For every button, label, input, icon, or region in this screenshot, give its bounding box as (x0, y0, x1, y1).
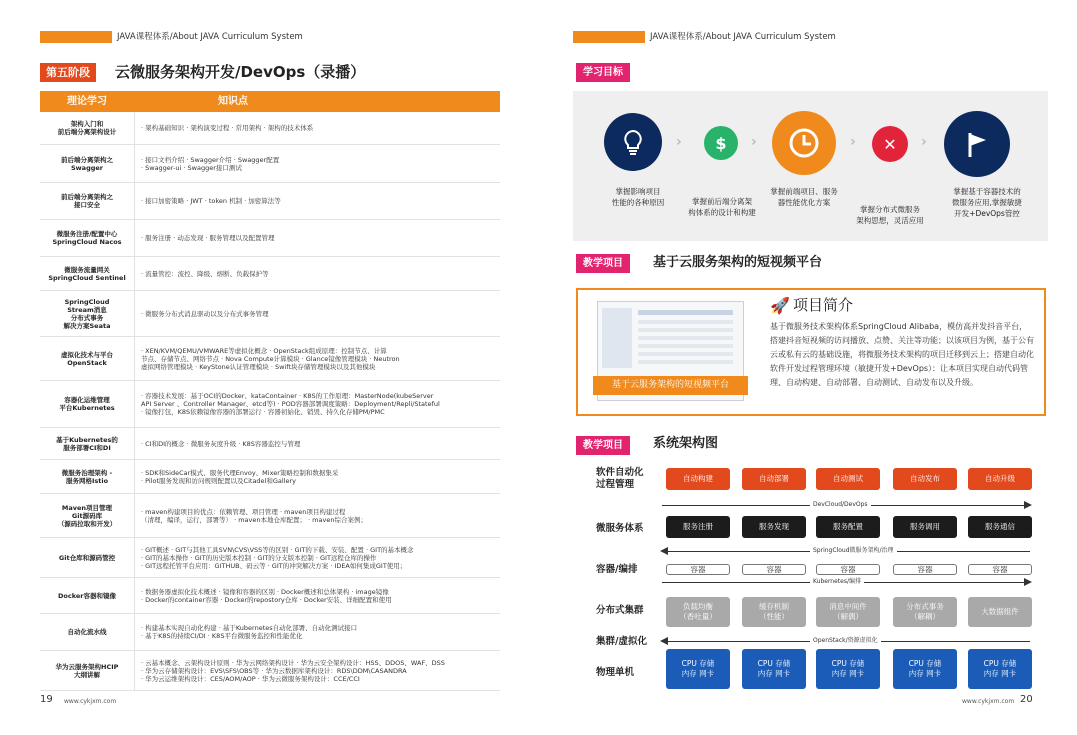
row-topic: 华为云服务架构HCIP 大纲讲解 (55, 662, 119, 679)
row-topic: SpringCloud Stream消息 分布式事务 解决方案Seata (63, 297, 111, 330)
page-number-left: 19 (40, 694, 53, 705)
row-points: · 数据务器虚拟化技术概述 · 镜像和容器的区别 · Docker概述和总体架构 · image镜像 · Docker的container容器 · Docker的repostory仓库 · Docker安装、详细配置和使用 (134, 578, 500, 613)
goal-text-2: 掌握前后端分离架 构体系的设计和构建 (688, 197, 756, 217)
row-points: · 云基本概念、云架构设计原则 · 华为云网络架构设计 · 华为云安全架构设计：HSS、DDOS、WAF、DSS · 华为云存储架构设计：EVS\SFS\OBS等 · 华为云数据库架构设计：RDS\DDM\CASANDRA · 华为云运维架构设计：CES/AOM/AOP · 华为云微服务架构设计：CCE/CCI (134, 651, 500, 690)
table-header-topic: 理论学习 (67, 96, 107, 107)
intro-heading: 项目简介 (793, 296, 854, 314)
row-topic: 前后端分离架构之 Swagger (61, 155, 113, 172)
arrow-left-icon (660, 637, 668, 645)
row-points: · 架构基础知识 · 架构演变过程 · 常用架构 · 架构的技术体系 (134, 112, 500, 144)
microservice-box: 服务通信 (968, 516, 1032, 538)
stage-label: 第五阶段 (40, 63, 96, 82)
row-topic: 自动化流水线 (67, 628, 107, 636)
row-points: · maven构建项目的优点：依赖管理、项目管理 · maven项目构建过程 （清理，编译，运行，部署等） · maven本地仓库配置； · maven综合案例； (134, 494, 500, 537)
physical-box: CPU 存储 内存 网卡 (742, 649, 806, 689)
page-url-left: www.cykjxm.com (64, 698, 117, 705)
cluster-box: 缓存机制 （性能） (742, 597, 806, 627)
row-points: · 流量管控：流控、降级、熔断、负载保护等 (134, 257, 500, 290)
clock-icon (772, 111, 836, 175)
row-points: · 容器技术发展：基于OCI的Docker、kataContainer · K8S的工作原理：MasterNode(kubeServer API Server 、Controller Manager、etcd等) · POD容器部署调度策略：Deployment/Repli/Stateful · 镜像打包，K8S依赖镜像容器的部署运行 · 容器初始化、销毁、持久化存储PM/PMC (134, 381, 500, 427)
row-topic: 容器化运维管理 平台Kubernetes (59, 396, 115, 412)
arch-label: 教学项目 (576, 436, 630, 455)
physical-box: CPU 存储 内存 网卡 (968, 649, 1032, 689)
arrow-label: DevCloud/DevOps (810, 501, 871, 509)
row-points: · XEN/KVM/QEMU/VMWARE等虚拟化概念 · OpenStack组成原理：控制节点、计算 节点、存储节点、网络节点 · Nova Compute计算模块 · Glance镜像管理模块 · Neutron 虚拟网络管理模块 · KeyStone认证管理模块 · Swift块存储管理模块以及其他模块 (134, 337, 500, 380)
automation-box: 自动构建 (666, 468, 730, 490)
physical-box: CPU 存储 内存 网卡 (666, 649, 730, 689)
cluster-box: 消息中间件 （解偶） (816, 597, 880, 627)
row-points: · GIT概述 · GIT与其他工具SVN\CVS\VSS等的区别 · GIT的下载、安装、配置 · GIT的基本概念 · GIT的基本操作 · GIT的历史版本控制 · GIT的分支版本控制 · GIT远程仓库的操作 · GIT远程托管平台应用：GITHUB、码云等 · GIT的冲突解决方案 · IDEA如何集成GIT使用； (134, 538, 500, 577)
level-label-1: 软件自动化 过程管理 (596, 467, 644, 490)
table-row (40, 291, 500, 337)
arrow-label: SpringCloud微服务架构/治理 (810, 547, 897, 555)
table-row (40, 578, 500, 614)
goal-text-5: 掌握基于容器技术的 微服务应用,掌握敏捷 开发+DevOps管控 (952, 187, 1022, 218)
automation-box: 自动测试 (816, 468, 880, 490)
arrow-label: Kubernetes/编排 (810, 578, 864, 586)
table-row (40, 494, 500, 538)
cluster-box: 大数据组件 (968, 597, 1032, 627)
arrow-right-icon (1024, 501, 1032, 509)
table-row (40, 145, 500, 183)
chevron-right-icon: › (751, 134, 757, 150)
container-box: 容器 (816, 564, 880, 575)
page-url-right: www.cykjxm.com (962, 698, 1015, 705)
container-box: 容器 (968, 564, 1032, 575)
row-topic: 微服务注册/配置中心 SpringCloud Nacos (52, 230, 122, 246)
page-number-right: 20 (1020, 694, 1033, 705)
level-label-4: 分布式集群 (596, 605, 644, 616)
tools-icon: ✕ (872, 126, 908, 162)
table-row (40, 381, 500, 428)
cluster-box: 负载均衡 （香吐量） (666, 597, 730, 627)
header-bar-left (40, 31, 112, 43)
flag-icon (944, 111, 1010, 177)
level-label-5: 集群/虚拟化 (596, 636, 647, 647)
level-label-2: 微服务体系 (596, 523, 644, 534)
row-points: · 接口文档介绍 · Swagger介绍 · Swagger配置 · Swagger-ui · Swagger接口测试 (134, 145, 500, 182)
row-topic: Git仓库和源码管控 (58, 553, 116, 562)
table-row (40, 460, 500, 494)
stage-title: 云微服务架构开发/DevOps（录播） (115, 63, 366, 81)
lightbulb-icon (604, 113, 662, 171)
intro-text: 基于微服务技术架构体系SpringCloud Alibaba，模仿高并发抖音平台，搭建抖音短视频的访问播放、点赞、关注等功能；以该项目为例，基于公有云或私有云的基础设施，将微服务技术架构的项目迁移到云上；搭建自动化软件开发过程管理环境（敏捷开发+DevOps）：让本项目实现自动代码管理、自动构建、自动部署、自动测试、自动发布以及升级。 (770, 322, 1034, 387)
microservice-box: 服务发现 (742, 516, 806, 538)
level-label-6: 物理单机 (596, 667, 635, 678)
header-text-right: JAVA课程体系/About JAVA Curriculum System (650, 32, 836, 42)
table-row (40, 337, 500, 381)
level-label-3: 容器/编排 (596, 564, 638, 575)
project-title: 基于云服务架构的短视频平台 (653, 255, 823, 270)
automation-box: 自动发布 (893, 468, 957, 490)
container-box: 容器 (893, 564, 957, 575)
curriculum-table (40, 91, 500, 691)
table-row (40, 428, 500, 460)
arrow-label: OpenStack/资源虚拟化 (810, 637, 881, 645)
table-row (40, 112, 500, 145)
automation-box: 自动部署 (742, 468, 806, 490)
automation-box: 自动升级 (968, 468, 1032, 490)
row-topic: 架构入门和 前后端分离架构设计 (57, 120, 117, 136)
chevron-right-icon: › (921, 134, 927, 150)
table-row (40, 220, 500, 257)
money-bag-icon: $ (704, 126, 738, 160)
row-points: · SDK和SideCar模式、服务代理Envoy、Mixer策略控制和数据集采 · Pilot服务发现和访问规则配置以及Citadel和Gallery (134, 460, 500, 493)
row-topic: 微服务流量网关 SpringCloud Sentinel (48, 265, 126, 282)
row-topic: 微服务治理架构 - 服务网格Istio (61, 468, 113, 485)
microservice-box: 服务注册 (666, 516, 730, 538)
row-points: · 微服务分布式消息驱动以及分布式事务管理 (134, 291, 500, 336)
container-box: 容器 (742, 564, 806, 575)
physical-box: CPU 存储 内存 网卡 (893, 649, 957, 689)
arch-title: 系统架构图 (653, 436, 719, 451)
header-text-left: JAVA课程体系/About JAVA Curriculum System (117, 32, 303, 42)
row-topic: 基于Kubernetes的 服务部署CI和DI (56, 435, 118, 452)
goal-text-1: 掌握影响项目 性能的各种原因 (611, 187, 665, 207)
chevron-right-icon: › (676, 134, 682, 150)
physical-box: CPU 存储 内存 网卡 (816, 649, 880, 689)
microservice-box: 服务配置 (816, 516, 880, 538)
row-points: · CI和DI的概念 · 微服务灰度升级 · K8S容器监控与管理 (134, 428, 500, 459)
table-header-points: 知识点 (218, 96, 248, 107)
table-row (40, 614, 500, 651)
row-topic: Maven项目管理 Git源码库 （源码拉取和开发） (57, 503, 117, 528)
row-topic: 虚拟化技术与平台 OpenStack (61, 350, 113, 367)
chevron-right-icon: › (850, 134, 856, 150)
project-caption: 基于云服务架构的短视频平台 (593, 376, 748, 395)
table-row (40, 183, 500, 220)
arrow-right-icon (1024, 578, 1032, 586)
row-topic: 前后端分离架构之 接口安全 (61, 193, 113, 209)
row-topic: Docker容器和镜像 (58, 591, 116, 600)
cluster-box: 分布式事务 （解耦） (893, 597, 957, 627)
table-row (40, 651, 500, 691)
header-bar-right (573, 31, 645, 43)
goal-label: 学习目标 (576, 63, 630, 82)
microservice-box: 服务调用 (893, 516, 957, 538)
table-header (40, 91, 500, 112)
rocket-icon: 🚀 (770, 296, 790, 315)
table-row (40, 538, 500, 578)
arrow-left-icon (660, 547, 668, 555)
table-row (40, 257, 500, 291)
row-points: · 构建基本实现自动化构建 · 基于Kubernetes自动化部署、自动化测试接口 · 基于K8S的持续CI/DI · K8S平台微服务监控和性能优化 (134, 614, 500, 650)
project-label: 教学项目 (576, 254, 630, 273)
row-points: · 接口加密策略 · JWT · token 机制 · 加密算法等 (134, 183, 500, 219)
goal-text-3: 掌握前端项目、服务 器性能优化方案 (770, 187, 838, 207)
goal-text-4: 掌握分布式微服务 架构思想，灵活应用 (856, 205, 924, 225)
container-box: 容器 (666, 564, 730, 575)
row-points: · 服务注册 · 动态发现 · 服务管理以及配置管理 (134, 220, 500, 256)
